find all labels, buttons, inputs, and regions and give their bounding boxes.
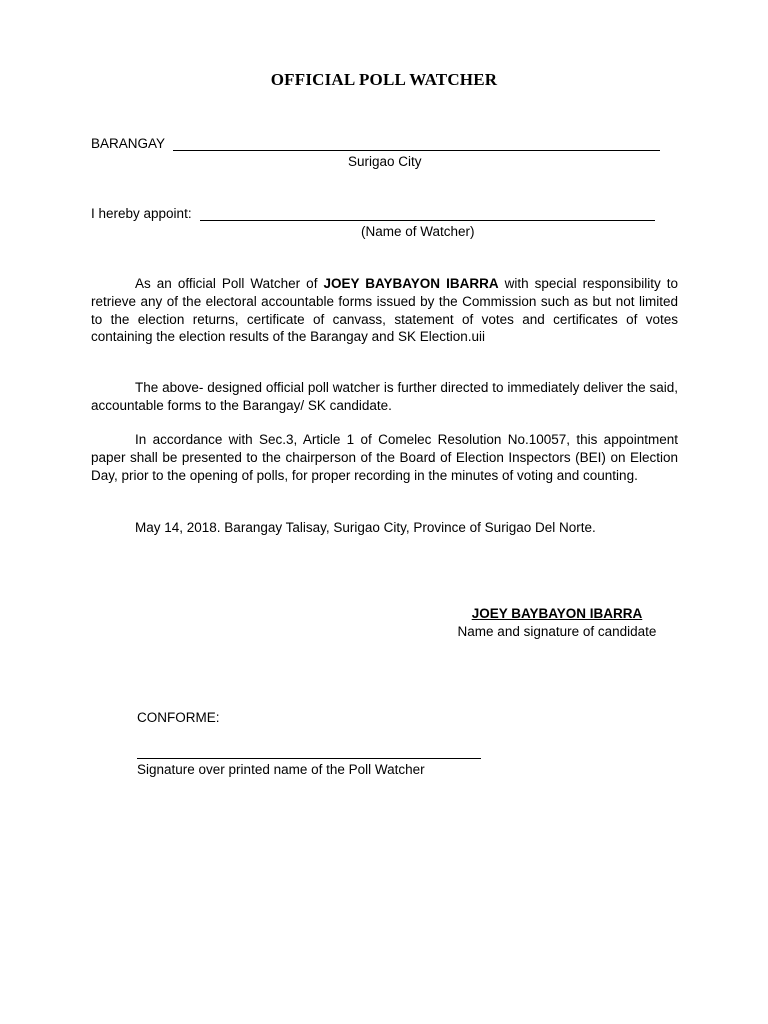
barangay-blank-line: [173, 138, 660, 151]
barangay-row: [91, 136, 660, 151]
city-caption: Surigao City: [348, 154, 422, 169]
conforme-label: CONFORME:: [137, 710, 220, 725]
paragraph-resolution: In accordance with Sec.3, Article 1 of Comelec Resolution No.10057, this appointment paper shall be presented to the chairperson of the Board of Election Inspectors (BEI) on Election Day, prior to the opening of polls, for proper recording in the minutes of voting and counting.: [91, 432, 678, 483]
paragraph-appointment-lead: As an official Poll Watcher of: [135, 276, 324, 291]
appoint-label: I hereby appoint:: [91, 206, 192, 221]
paragraph-appointment-rest: with special responsibility to retrieve any of the electoral accountable forms issued by the Commission such as but not limited to the election returns, certificate of canvass, statement of votes and certificates of votes containing the election results of the Barangay and SK Election.uii: [91, 276, 678, 345]
document-title: OFFICIAL POLL WATCHER: [270, 70, 498, 89]
candidate-signature-caption: Name and signature of candidate: [457, 624, 657, 639]
watcher-caption: (Name of Watcher): [361, 224, 475, 239]
paragraph-candidate-name: JOEY BAYBAYON IBARRA: [323, 276, 499, 291]
barangay-label: BARANGAY: [91, 136, 166, 151]
appoint-row: [91, 206, 655, 221]
poll-watcher-signature-caption: Signature over printed name of the Poll Watcher: [137, 762, 425, 777]
paragraph-directive: The above- designed official poll watcher is further directed to immediately deliver the said, accountable forms to the Barangay/ SK candidate.: [91, 380, 678, 413]
paragraph-appointment: [91, 275, 678, 346]
watcher-name-blank-line: [200, 208, 655, 221]
paragraph-date-place: May 14, 2018. Barangay Talisay, Surigao City, Province of Surigao Del Norte.: [135, 520, 596, 535]
candidate-signature-name: JOEY BAYBAYON IBARRA: [471, 606, 643, 621]
poll-watcher-signature-line: [137, 758, 481, 759]
